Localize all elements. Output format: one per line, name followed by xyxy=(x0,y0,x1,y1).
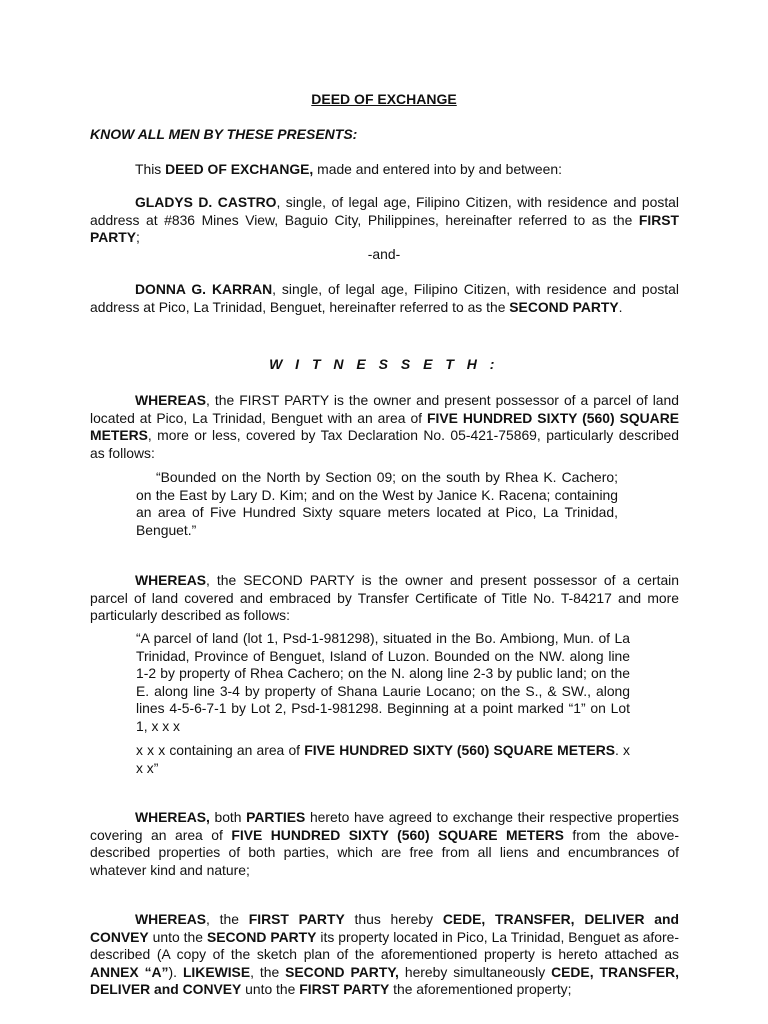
opening-phrase: KNOW ALL MEN BY THESE PRESENTS: xyxy=(90,126,358,142)
whereas-text: both xyxy=(209,809,247,825)
whereas-conveyance-paragraph xyxy=(90,911,679,999)
whereas-keyword: WHEREAS xyxy=(135,572,206,588)
second-property-description: “A parcel of land (lot 1, Psd-1-981298), situated in the Bo. Ambiong, Mun. of La Trinidad, Province of Benguet, Island of Luzon. Bounded on the NW. along line 1-2 by property of Rhea Cachero; on the N. along line 2-3 by public land; on the E. along line 3-4 by property of Shana Laurie Locano; on the S., & SW., along lines 4-5-6-7-1 by Lot 2, Psd-1-981298. Beginning at a point marked “1” on Lot 1, x x x xyxy=(136,630,630,734)
likewise-emphasis: LIKEWISE xyxy=(182,963,251,980)
second-party-end: . xyxy=(618,298,623,315)
conveyance-emphasis: CEDE, TRANSFER, DELIVER and CONVEY xyxy=(90,963,679,998)
area-emphasis: FIVE HUNDRED SIXTY (560) SQUARE METERS xyxy=(90,409,679,444)
whereas-text: hereby simultaneously xyxy=(398,963,552,980)
area-text-end: . x x x” xyxy=(136,742,630,776)
whereas-agreement-paragraph xyxy=(90,809,679,879)
parties-emphasis: PARTIES xyxy=(246,809,306,825)
first-party-paragraph xyxy=(90,194,679,247)
first-party-name: GLADYS D. CASTRO xyxy=(135,194,277,210)
whereas-first-party-paragraph xyxy=(90,392,679,462)
conveyance-emphasis: CEDE, TRANSFER, DELIVER and CONVEY xyxy=(90,911,680,945)
first-party-details: , single, of legal age, Filipino Citizen, with residence and postal address at #836 Mines View, Baguio City, Philippines, hereinafter referred to as the xyxy=(90,194,679,228)
document-title: DEED OF EXCHANGE xyxy=(311,91,457,107)
witnesseth-heading: W I T N E S S E T H : xyxy=(269,356,499,372)
second-party-role: SECOND PARTY xyxy=(509,298,619,315)
area-emphasis: FIVE HUNDRED SIXTY (560) SQUARE METERS xyxy=(231,826,564,843)
second-party-name: DONNA G. KARRAN xyxy=(135,281,273,297)
area-text: x x x containing an area of xyxy=(136,742,305,758)
first-party-emphasis: FIRST PARTY xyxy=(299,981,390,998)
whereas-text: hereto have agreed to exchange their respective properties covering an area of xyxy=(90,809,679,843)
whereas-keyword: WHEREAS xyxy=(135,392,206,408)
whereas-second-party-paragraph xyxy=(90,572,679,625)
intro-text-end: made and entered into by and between: xyxy=(313,161,562,177)
whereas-text: the aforementioned property; xyxy=(389,981,572,998)
intro-text: This xyxy=(135,161,166,177)
area-emphasis: FIVE HUNDRED SIXTY (560) SQUARE METERS xyxy=(304,742,616,758)
whereas-text: , more or less, covered by Tax Declaration No. 05-421-75869, particularly described as follows: xyxy=(90,427,679,461)
whereas-keyword: WHEREAS xyxy=(135,911,206,927)
whereas-text: its property located in Pico, La Trinidad, Benguet as afore-described (A copy of the sketch plan of the aforementioned property is hereto attached as xyxy=(90,928,679,963)
and-separator: -and- xyxy=(367,246,401,262)
first-property-description: “Bounded on the North by Section 09; on the south by Rhea K. Cachero; on the East by Lary D. Kim; and on the West by Janice K. Racena; containing an area of Five Hundred Sixty square meters located at Pico, La Trinidad, Benguet.” xyxy=(136,469,618,538)
annex-emphasis: ANNEX “A” xyxy=(90,963,169,980)
whereas-text: , the FIRST PARTY is the owner and present possessor of a parcel of land located at Pico, La Trinidad, Benguet with an area of xyxy=(90,392,679,426)
second-party-paragraph xyxy=(90,281,679,316)
whereas-keyword: WHEREAS, xyxy=(135,809,210,825)
first-party-role: FIRST PARTY xyxy=(90,211,679,246)
whereas-text: from the above-described properties of both parties, which are free from all liens and encumbrances of whatever kind and nature; xyxy=(90,826,680,878)
whereas-text: thus hereby xyxy=(344,911,443,927)
second-property-area xyxy=(136,742,630,777)
intro-deed-name: DEED OF EXCHANGE, xyxy=(165,161,314,177)
whereas-text: , the xyxy=(250,963,286,980)
whereas-text: ). xyxy=(168,963,183,980)
second-party-emphasis: SECOND PARTY, xyxy=(285,963,399,980)
intro-paragraph xyxy=(90,161,679,179)
second-party-details: , single, of legal age, Filipino Citizen, with residence and postal address at Pico, La Trinidad, Benguet, hereinafter referred to as the xyxy=(90,281,679,315)
whereas-text: , the xyxy=(206,911,249,927)
whereas-text: unto the xyxy=(241,981,300,998)
whereas-text: unto the xyxy=(148,928,207,945)
whereas-text: , the SECOND PARTY is the owner and present possessor of a certain parcel of land covered and embraced by Transfer Certificate of Title No. T-84217 and more particularly described as follows: xyxy=(90,572,679,624)
first-party-end: ; xyxy=(136,229,140,246)
first-party-emphasis: FIRST PARTY xyxy=(248,911,345,927)
second-party-emphasis: SECOND PARTY xyxy=(206,928,317,945)
